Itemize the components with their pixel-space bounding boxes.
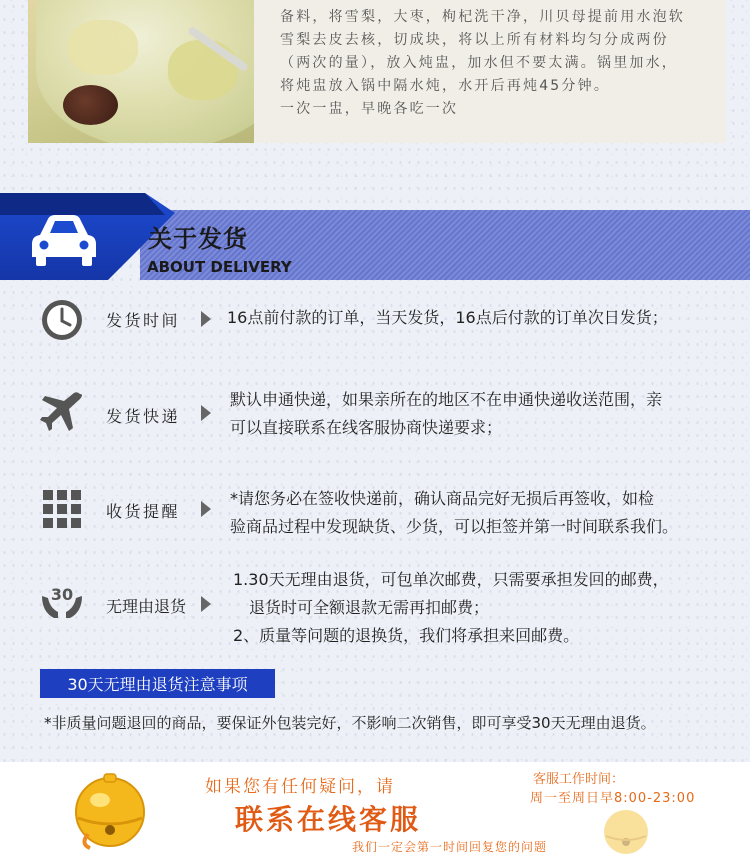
- return-notice-tag: 30天无理由退货注意事项: [40, 669, 275, 698]
- row-text: [230, 386, 662, 442]
- grid-icon: [40, 487, 84, 531]
- row-label: 发货时间: [106, 311, 181, 330]
- recipe-line: 将炖盅放入锅中隔水炖，水开后再炖45分钟。: [280, 78, 611, 94]
- car-icon: [30, 213, 98, 267]
- delivery-title: 关于发货: [148, 225, 248, 253]
- row-text-line: *请您务必在签收快递前，确认商品完好无损后再签收，如检: [230, 489, 655, 508]
- recipe-text: [280, 6, 722, 121]
- chevron-right-icon: [201, 311, 211, 327]
- contact-question: 如果您有任何疑问，请: [205, 777, 395, 797]
- delivery-header: [0, 193, 750, 280]
- chevron-right-icon: [201, 596, 211, 612]
- row-text-line: 1.30天无理由退货，可包单次邮费，只需要承担发回的邮费，: [233, 570, 669, 589]
- row-text: [230, 485, 678, 541]
- chevron-right-icon: [201, 405, 211, 421]
- service-hours-label: 客服工作时间：: [533, 772, 625, 787]
- row-label: 收货提醒: [106, 502, 181, 521]
- pear-soup-photo: [28, 0, 254, 143]
- delivery-subtitle: ABOUT DELIVERY: [147, 258, 292, 276]
- svg-text:30: 30: [50, 585, 74, 604]
- recipe-line: （两次的量），放入炖盅，加水但不要太满。锅里加水，: [280, 55, 678, 71]
- recipe-line: 一次一盅，早晚各吃一次: [280, 101, 459, 117]
- airplane-icon: [40, 390, 84, 434]
- row-text-line: 默认申通快递，如果亲所在的地区不在申通快递收送范围，亲: [230, 390, 663, 409]
- contact-reply-promise: 我们一定会第一时间回复您的问题: [352, 840, 548, 854]
- row-label: 发货快递: [106, 407, 181, 426]
- bell-mascot-icon: [70, 770, 150, 850]
- bell-decoration-icon: [600, 804, 652, 856]
- recipe-line: 雪梨去皮去核，切成块，将以上所有材料均匀分成两份: [280, 32, 669, 48]
- row-text: [233, 566, 669, 650]
- 30-days-hands-icon: [40, 578, 84, 622]
- recipe-line: 备料，将雪梨，大枣，枸杞洗干净，川贝母提前用水泡软: [280, 9, 685, 25]
- row-text: [227, 304, 668, 332]
- row-text-line: 2、质量等问题的退换货，我们将承担来回邮费。: [233, 626, 580, 645]
- clock-icon: [40, 298, 84, 342]
- chevron-right-icon: [201, 501, 211, 517]
- row-text-line: 退货时可全额退款无需再扣邮费；: [249, 598, 490, 617]
- row-label: 无理由退货: [106, 597, 187, 616]
- return-notice-text: *非质量问题退回的商品，要保证外包装完好，不影响二次销售，即可享受30天无理由退货。: [44, 714, 656, 732]
- row-text-line: 可以直接联系在线客服协商快递要求；: [230, 418, 503, 437]
- service-hours: 周一至周日早8:00-23:00: [530, 791, 696, 806]
- recipe-block: [28, 0, 726, 143]
- row-text-line: 验商品过程中发现缺货、少货，可以拒签并第一时间联系我们。: [230, 517, 679, 536]
- row-text-line: 16点前付款的订单，当天发货，16点后付款的订单次日发货；: [227, 308, 668, 327]
- contact-online-service-link[interactable]: 联系在线客服: [235, 803, 422, 836]
- contact-footer[interactable]: [0, 762, 750, 862]
